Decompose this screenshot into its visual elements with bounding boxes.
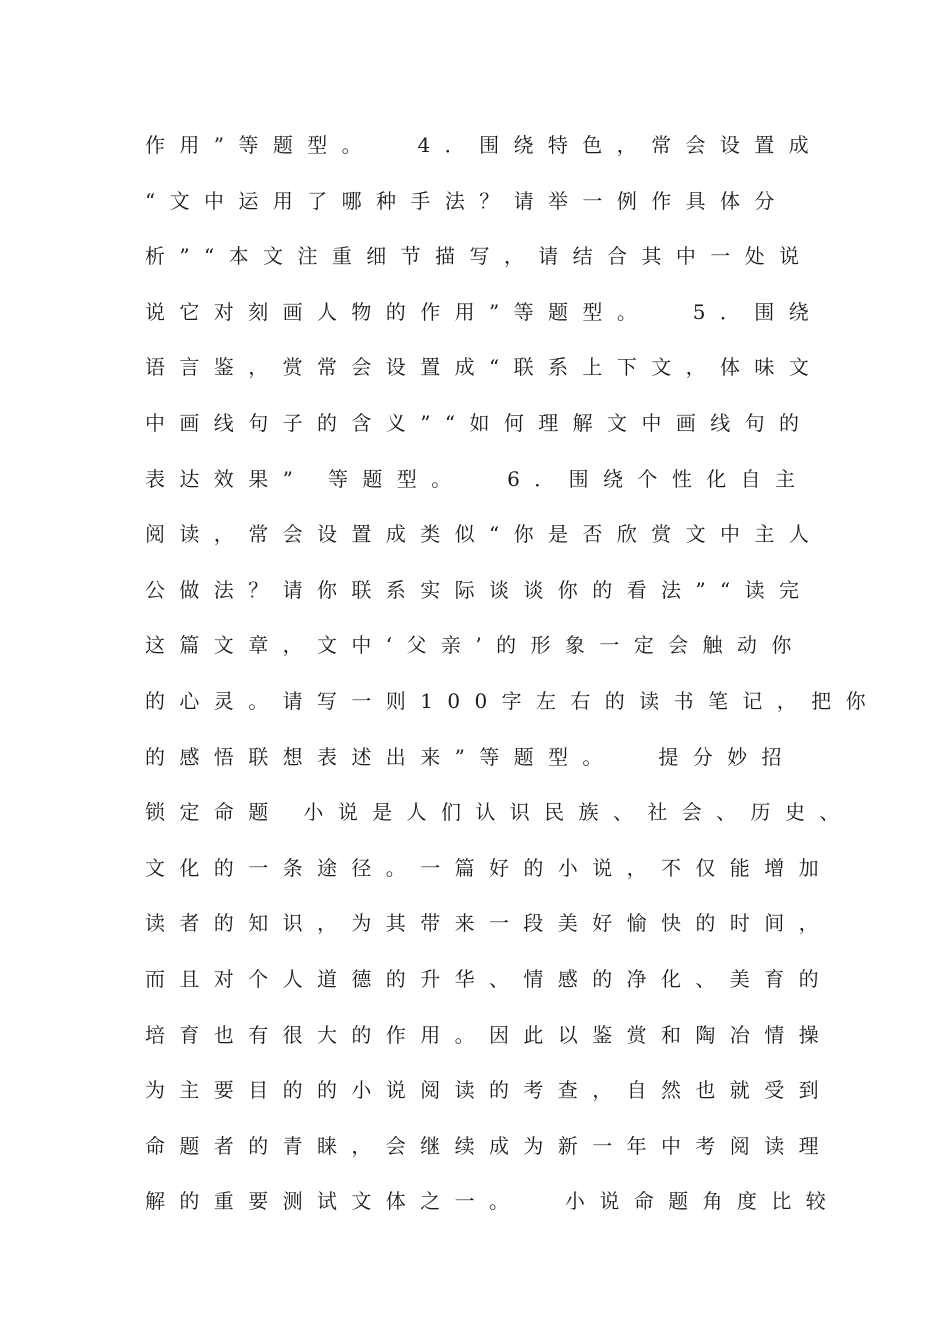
text-line: 为主要目的的小说阅读的考查，自然也就受到 [145, 1078, 833, 1103]
text-line: 的感悟联想表述出来”等题型。 提分妙招 [145, 744, 796, 769]
text-line: 而且对个人道德的升华、情感的净化、美育的 [145, 966, 833, 991]
text-line: “文中运用了哪种手法？请举一例作具体分 [145, 188, 789, 213]
text-line: 表达效果” 等题型。 6．围绕个性化自主 [145, 466, 810, 491]
text-line: 中画线句子的含义”“如何理解文中画线句的 [145, 410, 814, 435]
body-text [145, 118, 880, 1230]
text-line: 公做法？请你联系实际谈谈你的看法”“读完 [145, 577, 814, 602]
text-line: 读者的知识，为其带来一段美好愉快的时间， [145, 911, 833, 936]
text-line: 这篇文章，文中‘父亲’的形象一定会触动你 [145, 633, 806, 658]
text-line: 文化的一条途径。一篇好的小说，不仅能增加 [145, 855, 833, 880]
text-line: 锁定命题 小说是人们认识民族、社会、历史、 [145, 800, 854, 825]
text-line: 析”“本文注重细节描写，请结合其中一处说 [145, 244, 814, 269]
text-line: 作用”等题型。 4．围绕特色，常会设置成 [145, 133, 824, 157]
text-line: 命题者的青睐，会继续成为新一年中考阅读理 [145, 1133, 833, 1158]
text-line: 培育也有很大的作用。因此以鉴赏和陶冶情操 [145, 1022, 833, 1047]
text-line: 解的重要测试文体之一。 小说命题角度比较 [145, 1189, 841, 1214]
text-line: 语言鉴，赏常会设置成“联系上下文，体味文 [145, 355, 824, 380]
text-line: 阅读，常会设置成类似“你是否欣赏文中主人 [145, 522, 824, 547]
text-line: 的心灵。请写一则100字左右的读书笔记，把你 [145, 688, 880, 713]
text-line: 说它对刻画人物的作用”等题型。 5．围绕 [145, 299, 824, 324]
